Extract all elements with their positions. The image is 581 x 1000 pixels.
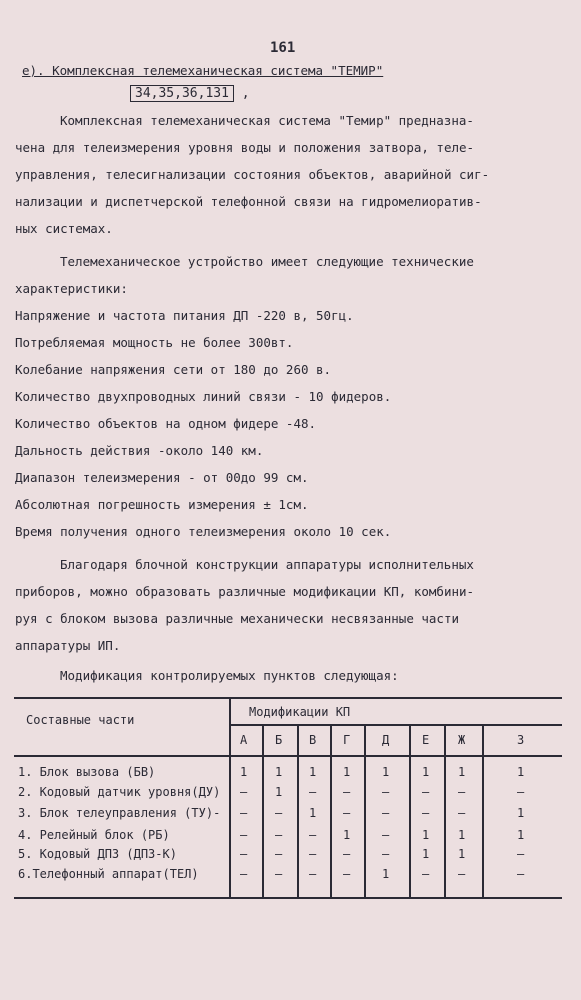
- table-rule: [330, 724, 332, 898]
- table-cell: –: [382, 806, 390, 820]
- table-cell: –: [309, 867, 317, 881]
- table-rule: [229, 724, 562, 726]
- column-header: З: [517, 733, 525, 747]
- table-cell: –: [343, 867, 351, 881]
- table-cell: –: [240, 785, 248, 799]
- table-cell: –: [458, 806, 466, 820]
- spec-line: Абсолютная погрешность измерения ± 1см.: [15, 497, 309, 512]
- column-header: Ж: [458, 733, 466, 747]
- table-rule: [444, 724, 446, 898]
- table-cell: –: [422, 785, 430, 799]
- paragraph-line: нализации и диспетчерской телефонной связи на гидромелиоратив-: [15, 194, 482, 209]
- table-cell: –: [240, 867, 248, 881]
- table-cell: –: [517, 785, 525, 799]
- table-cell: 1: [309, 765, 317, 779]
- table-cell: 1: [343, 765, 351, 779]
- paragraph-line: чена для телеизмерения уровня воды и положения затвора, теле-: [15, 140, 475, 155]
- paragraph-line: управления, телесигнализации состояния объектов, аварийной сиг-: [15, 167, 490, 182]
- reference-list: 34,35,36,131: [130, 85, 234, 102]
- spec-line: Количество объектов на одном фидере -48.: [15, 416, 317, 431]
- table-cell: 1: [517, 765, 525, 779]
- table-cell: –: [309, 785, 317, 799]
- table-row-label: 3. Блок телеуправления (ТУ)-: [18, 806, 221, 820]
- table-cell: 1: [458, 765, 466, 779]
- paragraph-line: ных системах.: [15, 221, 113, 236]
- table-cell: –: [343, 785, 351, 799]
- table-cell: 1: [382, 867, 390, 881]
- paragraph-line: Благодаря блочной конструкции аппаратуры исполнительных: [60, 557, 474, 572]
- spec-line: Время получения одного телеизмерения около 10 сек.: [15, 524, 392, 539]
- spec-line: Напряжение и частота питания ДП -220 в, 50гц.: [15, 308, 354, 323]
- paragraph-line: приборов, можно образовать различные модификации КП, комбини-: [15, 584, 475, 599]
- table-cell: –: [240, 828, 248, 842]
- references: [130, 86, 250, 101]
- column-header-parts: Составные части: [26, 713, 135, 727]
- table-cell: –: [517, 847, 525, 861]
- table-cell: –: [240, 847, 248, 861]
- modifications-table: [14, 697, 562, 902]
- table-cell: 1: [422, 765, 430, 779]
- table-cell: –: [382, 828, 390, 842]
- paragraph-line: аппаратуры ИП.: [15, 638, 121, 653]
- paragraph-line: Телемеханическое устройство имеет следующие технические: [60, 254, 474, 269]
- group-header-modifications: Модификации КП: [249, 705, 351, 719]
- table-rule: [482, 724, 484, 898]
- table-cell: –: [240, 806, 248, 820]
- table-cell: 1: [309, 806, 317, 820]
- table-cell: 1: [275, 785, 283, 799]
- table-row-label: 1. Блок вызова (БВ): [18, 765, 156, 779]
- table-intro: Модификация контролируемых пунктов следующая:: [60, 668, 399, 683]
- table-cell: –: [458, 867, 466, 881]
- paragraph-line: Комплексная телемеханическая система "Темир" предназна-: [60, 113, 474, 128]
- table-cell: –: [422, 867, 430, 881]
- table-cell: 1: [343, 828, 351, 842]
- spec-line: Потребляемая мощность не более 300вт.: [15, 335, 294, 350]
- table-cell: 1: [517, 806, 525, 820]
- table-rule: [262, 724, 264, 898]
- table-cell: 1: [240, 765, 248, 779]
- table-rule: [297, 724, 299, 898]
- table-cell: –: [275, 867, 283, 881]
- table-row-label: 2. Кодовый датчик уровня(ДУ): [18, 785, 221, 799]
- table-cell: –: [422, 806, 430, 820]
- table-cell: –: [343, 847, 351, 861]
- table-rule: [229, 697, 231, 898]
- table-cell: –: [275, 828, 283, 842]
- column-header: Е: [422, 733, 430, 747]
- column-header: Д: [382, 733, 390, 747]
- page-number: 161: [270, 40, 296, 56]
- table-cell: 1: [458, 847, 466, 861]
- table-cell: –: [382, 847, 390, 861]
- table-row-label: 4. Релейный блок (РБ): [18, 828, 170, 842]
- table-cell: 1: [275, 765, 283, 779]
- table-cell: –: [517, 867, 525, 881]
- column-header: А: [240, 733, 248, 747]
- paragraph-line: руя с блоком вызова различные механически несвязанные части: [15, 611, 460, 626]
- table-row-label: 6.Телефонный аппарат(ТЕЛ): [18, 867, 199, 881]
- column-header: Б: [275, 733, 283, 747]
- table-cell: 1: [458, 828, 466, 842]
- column-header: В: [309, 733, 317, 747]
- table-cell: –: [275, 847, 283, 861]
- table-rule: [14, 755, 562, 757]
- table-cell: 1: [517, 828, 525, 842]
- table-rule: [364, 724, 366, 898]
- table-row-label: 5. Кодовый ДПЗ (ДПЗ-К): [18, 847, 177, 861]
- table-cell: 1: [422, 828, 430, 842]
- section-title: е). Комплексная телемеханическая система "ТЕМИР": [22, 63, 384, 78]
- table-cell: –: [309, 847, 317, 861]
- table-cell: –: [382, 785, 390, 799]
- table-cell: –: [343, 806, 351, 820]
- table-rule: [14, 897, 562, 899]
- paragraph-line: характеристики:: [15, 281, 128, 296]
- table-cell: 1: [382, 765, 390, 779]
- table-cell: –: [275, 806, 283, 820]
- spec-line: Дальность действия -около 140 км.: [15, 443, 264, 458]
- table-rule: [14, 697, 562, 699]
- spec-line: Диапазон телеизмерения - от 00до 99 см.: [15, 470, 309, 485]
- spec-line: Колебание напряжения сети от 180 до 260 в.: [15, 362, 332, 377]
- column-header: Г: [343, 733, 351, 747]
- table-cell: 1: [422, 847, 430, 861]
- table-rule: [409, 724, 411, 898]
- table-cell: –: [458, 785, 466, 799]
- spec-line: Количество двухпроводных линий связи - 10 фидеров.: [15, 389, 392, 404]
- references-suffix: ,: [241, 86, 250, 101]
- table-cell: –: [309, 828, 317, 842]
